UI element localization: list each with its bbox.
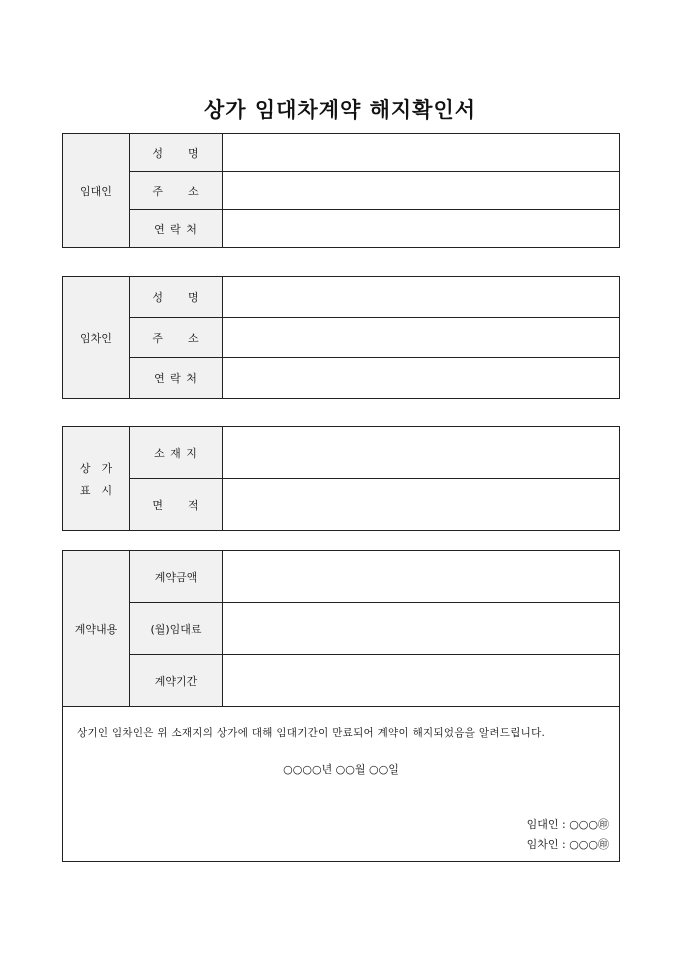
lessor-name-field[interactable]	[223, 134, 620, 172]
lessee-table	[62, 276, 620, 399]
lessor-address-field[interactable]	[223, 172, 620, 210]
lessee-signature: 임차인 : ○○○㊞	[526, 838, 609, 851]
lessor-signature: 임대인 : ○○○㊞	[526, 818, 609, 831]
property-location-label: 소 재 지	[130, 427, 223, 479]
contract-section-label: 계약내용	[63, 551, 130, 707]
contract-amount-field[interactable]	[223, 551, 620, 603]
lessee-contact-label: 연 락 처	[130, 358, 223, 399]
lessee-section-label: 임차인	[63, 277, 130, 399]
lessee-address-field[interactable]	[223, 318, 620, 358]
monthly-rent-label: (월)임대료	[130, 603, 223, 655]
lessor-contact-field[interactable]	[223, 210, 620, 248]
lessor-table	[62, 133, 620, 248]
property-area-label: 면 적	[130, 479, 223, 531]
property-section-label	[63, 427, 130, 531]
confirmation-block	[63, 707, 620, 862]
contract-table	[62, 550, 620, 862]
monthly-rent-field[interactable]	[223, 603, 620, 655]
property-section-line2: 표 시	[79, 483, 113, 497]
lessor-name-label: 성 명	[130, 134, 223, 172]
lessee-contact-field[interactable]	[223, 358, 620, 399]
contract-period-field[interactable]	[223, 655, 620, 707]
property-section-line1: 상 가	[79, 461, 113, 475]
confirmation-statement: 상기인 임차인은 위 소재지의 상가에 대해 임대기간이 만료되어 계약이 해지되었음을 알려드립니다.	[77, 727, 546, 739]
lessee-name-label: 성 명	[130, 277, 223, 318]
contract-amount-label: 계약금액	[130, 551, 223, 603]
lessor-address-label: 주 소	[130, 172, 223, 210]
property-location-field[interactable]	[223, 427, 620, 479]
lessor-section-label: 임대인	[63, 134, 130, 248]
document-title: 상가 임대차계약 해지확인서	[203, 98, 477, 122]
confirmation-date: ○○○○년 ○○월 ○○일	[283, 763, 399, 776]
contract-period-label: 계약기간	[130, 655, 223, 707]
lessee-address-label: 주 소	[130, 318, 223, 358]
lessee-name-field[interactable]	[223, 277, 620, 318]
property-area-field[interactable]	[223, 479, 620, 531]
property-table	[62, 426, 620, 531]
lessor-contact-label: 연 락 처	[130, 210, 223, 248]
